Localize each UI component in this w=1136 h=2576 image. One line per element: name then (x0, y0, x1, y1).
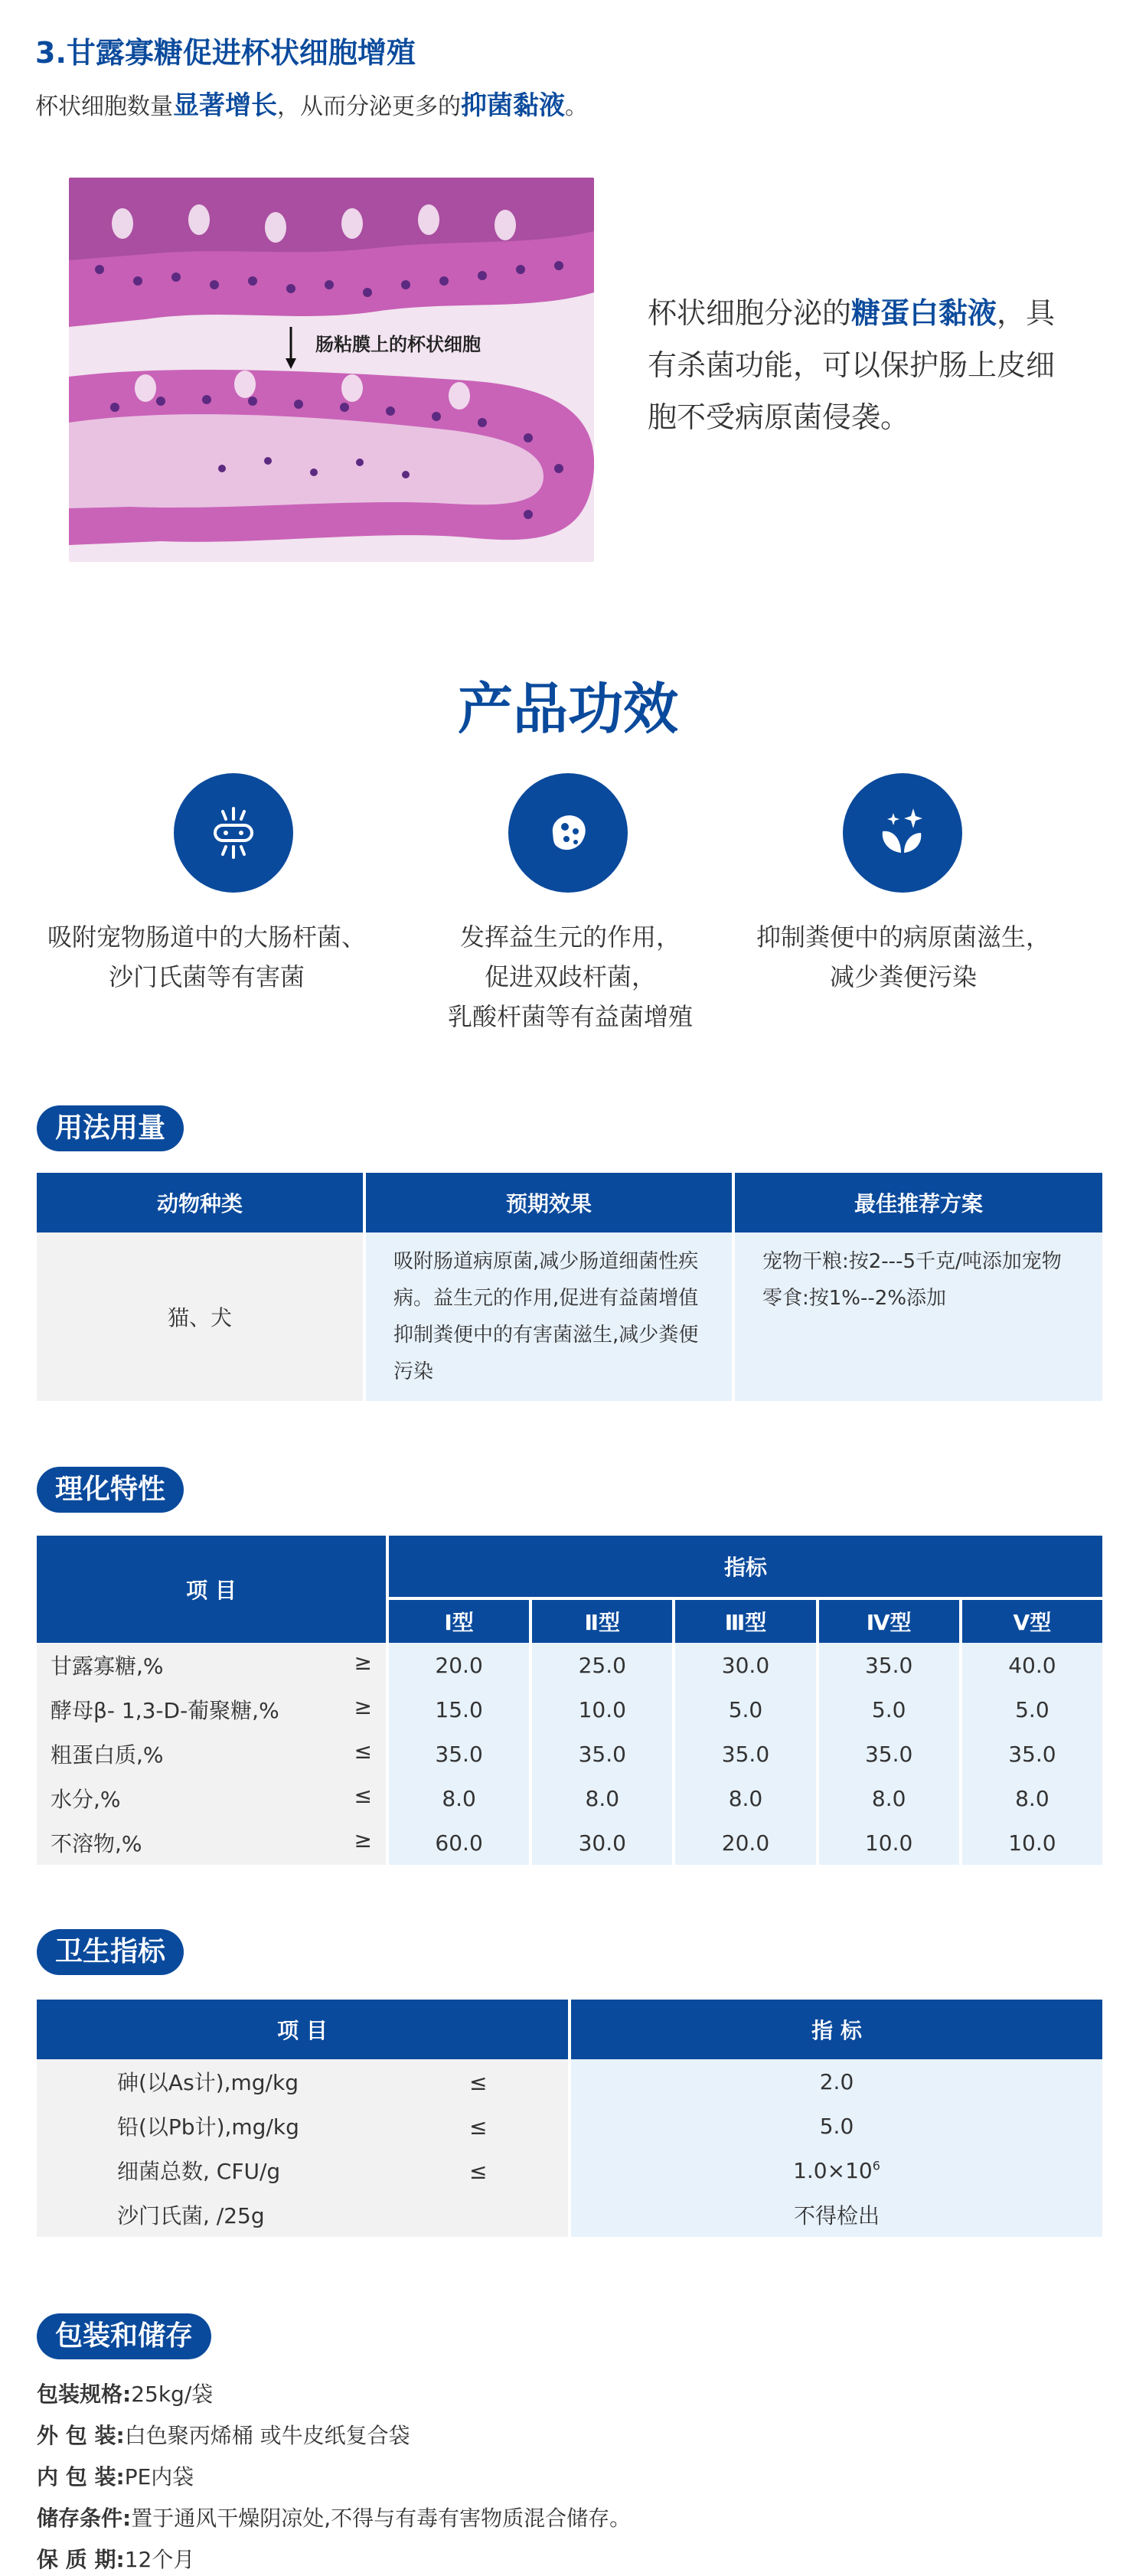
physchem-row-name-cell (37, 1687, 386, 1732)
hygiene-item-name: 细菌总数, CFU/g (117, 2159, 281, 2184)
lead-mid: ，从而分泌更多的 (277, 93, 461, 120)
effect-2-line-2: 促进双歧杆菌， (484, 962, 656, 991)
packaging-row (37, 2502, 631, 2532)
physchem-value: 10.0 (532, 1687, 672, 1732)
hygiene-item-name: 砷(以As计),mg/kg (117, 2070, 299, 2095)
effect-text-3 (735, 917, 1072, 997)
pack-value: 白色聚丙烯桶 或牛皮纸复合袋 (124, 2423, 410, 2448)
hygiene-item-name: 沙门氏菌, /25g (117, 2203, 265, 2228)
hygiene-row (37, 2059, 1102, 2104)
physchem-value: 30.0 (675, 1643, 815, 1687)
usage-tag: 用法用量 (37, 1105, 184, 1151)
physchem-item-sign: ≤ (354, 1783, 372, 1808)
hygiene-row-name-cell (37, 2192, 568, 2237)
physchem-value: 5.0 (675, 1687, 815, 1732)
physchem-value: 30.0 (532, 1820, 672, 1865)
hygiene-value: 不得检出 (793, 2203, 880, 2228)
physchem-value: 8.0 (389, 1776, 529, 1820)
physchem-item-name: 不溶物,% (51, 1831, 142, 1856)
usage-header-plan: 最佳推荐方案 (735, 1173, 1102, 1232)
physchem-value: 35.0 (389, 1732, 529, 1776)
hygiene-item-name: 铅(以Pb计),mg/kg (117, 2114, 299, 2140)
lead-suffix: 。 (565, 93, 588, 120)
pack-value: 12个月 (124, 2547, 195, 2572)
effect-text-2 (413, 917, 727, 1037)
usage-effect: 吸附肠道病原菌,减少肠道细菌性疾病。益生元的作用,促进有益菌增值抑制粪便中的有害菌滋生,减少粪便污染 (366, 1232, 732, 1401)
physchem-row-name-cell (37, 1820, 386, 1865)
hygiene-table (34, 2000, 1105, 2237)
physchem-row-name-cell (37, 1643, 386, 1687)
physchem-value: 8.0 (962, 1776, 1102, 1820)
effect-3-line-1: 抑制粪便中的病原菌滋生， (756, 922, 1050, 952)
physchem-row (37, 1820, 1102, 1865)
section-title: 3.甘露寡糖促进杯状细胞增殖 (35, 36, 416, 70)
hygiene-item-sign: ≤ (469, 2114, 488, 2140)
usage-header-animal: 动物种类 (37, 1173, 363, 1232)
physchem-value: 35.0 (532, 1732, 672, 1776)
hygiene-value: 2.0 (819, 2068, 854, 2094)
effect-2-line-1: 发挥益生元的作用， (459, 922, 681, 952)
hygiene-row (37, 2192, 1102, 2237)
physchem-value: 5.0 (819, 1687, 959, 1732)
desc-emphasis: 糖蛋白黏液 (851, 296, 997, 330)
physchem-value: 8.0 (675, 1776, 815, 1820)
hygiene-row-name-cell (37, 2059, 568, 2104)
physchem-value: 40.0 (962, 1643, 1102, 1687)
physchem-index-header: 指标 (389, 1536, 1102, 1600)
hygiene-index-header: 指 标 (571, 2000, 1102, 2059)
type-2-header: Ⅱ型 (532, 1600, 672, 1643)
pack-label: 储存条件: (37, 2506, 132, 2531)
physchem-value: 35.0 (819, 1643, 959, 1687)
pack-label: 保 质 期: (37, 2547, 125, 2572)
usage-header-effect: 预期效果 (366, 1173, 732, 1232)
pack-value: 25kg/袋 (131, 2382, 214, 2407)
usage-table (34, 1173, 1105, 1401)
physchem-value: 5.0 (962, 1687, 1102, 1732)
physchem-value: 20.0 (389, 1643, 529, 1687)
pack-value: 置于通风干燥阴凉处,不得与有毒有害物质混合储存。 (131, 2506, 632, 2531)
physchem-value: 15.0 (389, 1687, 529, 1732)
hygiene-row (37, 2104, 1102, 2148)
hygiene-item-header: 项 目 (37, 2000, 568, 2059)
physchem-value: 35.0 (962, 1732, 1102, 1776)
physchem-value: 20.0 (675, 1820, 815, 1865)
packaging-row (37, 2419, 410, 2450)
physchem-value: 10.0 (962, 1820, 1102, 1865)
effect-2-line-3: 乳酸杆菌等有益菌增殖 (447, 1002, 693, 1031)
physchem-row-name-cell (37, 1732, 386, 1776)
hygiene-row-name-cell (37, 2104, 568, 2148)
physchem-item-name: 甘露寡糖,% (51, 1654, 164, 1679)
effect-circle-1 (174, 773, 293, 893)
leaf-sparkle-icon (872, 802, 933, 864)
hygiene-value-cell (571, 2192, 1102, 2237)
hygiene-item-sign: ≤ (469, 2159, 488, 2184)
hygiene-value-cell (571, 2104, 1102, 2148)
pack-label: 包装规格: (37, 2382, 132, 2407)
type-5-header: Ⅴ型 (962, 1600, 1102, 1643)
hygiene-value-exponent: 6 (872, 2158, 880, 2173)
usage-plan: 宠物干粮:按2---5千克/吨添加宠物零食:按1%--2%添加 (735, 1232, 1102, 1401)
physchem-value: 25.0 (532, 1643, 672, 1687)
physchem-item-name: 水分,% (51, 1787, 121, 1812)
effect-3-line-2: 减少粪便污染 (829, 962, 977, 991)
desc-prefix: 杯状细胞分泌的 (648, 296, 852, 330)
lead-prefix: 杯状细胞数量 (35, 93, 173, 120)
effects-title: 产品功效 (457, 677, 678, 741)
pack-value: PE内袋 (124, 2464, 194, 2489)
physchem-row (37, 1776, 1102, 1820)
prebiotic-cell-icon (537, 802, 599, 864)
physchem-item-name: 酵母β- 1,3-D-葡聚糖,% (51, 1698, 279, 1723)
physchem-value: 10.0 (819, 1820, 959, 1865)
packaging-tag: 包装和储存 (37, 2313, 211, 2359)
physchem-item-name: 粗蛋白质,% (51, 1742, 164, 1768)
packaging-row (37, 2460, 194, 2491)
pack-label: 内 包 装: (37, 2464, 125, 2489)
hygiene-body (37, 2059, 1102, 2237)
physchem-row-name-cell (37, 1776, 386, 1820)
hygiene-item-sign: ≤ (469, 2070, 488, 2095)
goblet-description (648, 287, 1076, 443)
usage-animal: 猫、犬 (37, 1232, 363, 1401)
physchem-row (37, 1643, 1102, 1687)
physchem-item-header: 项 目 (37, 1536, 386, 1643)
packaging-row (37, 2543, 194, 2574)
type-1-header: Ⅰ型 (389, 1600, 529, 1643)
effect-circle-3 (843, 773, 962, 893)
bacteria-adsorb-icon (203, 802, 264, 864)
physchem-value: 8.0 (819, 1776, 959, 1820)
pack-label: 外 包 装: (37, 2423, 125, 2448)
effect-text-1 (46, 917, 367, 997)
hygiene-value: 5.0 (819, 2113, 854, 2139)
image-label: 肠粘膜上的杯状细胞 (315, 334, 481, 355)
effect-circle-2 (508, 773, 628, 893)
hygiene-tag: 卫生指标 (37, 1929, 184, 1975)
physchem-item-sign: ≥ (354, 1827, 372, 1853)
desc-suffix: ，具有杀菌功能，可以保护肠上皮细胞不受病原菌侵袭。 (648, 296, 1056, 434)
effect-1-line-2: 沙门氏菌等有害菌 (108, 962, 305, 991)
hygiene-row (37, 2148, 1102, 2192)
physchem-value: 60.0 (389, 1820, 529, 1865)
physchem-row (37, 1732, 1102, 1776)
physchem-item-sign: ≥ (354, 1650, 372, 1675)
physchem-item-sign: ≤ (354, 1739, 372, 1764)
physchem-value: 35.0 (819, 1732, 959, 1776)
section-lead (35, 84, 588, 122)
physchem-table (34, 1536, 1105, 1865)
physchem-body (37, 1643, 1102, 1865)
physchem-value: 35.0 (675, 1732, 815, 1776)
microscopy-image (69, 178, 594, 562)
physchem-item-sign: ≥ (354, 1694, 372, 1719)
hygiene-row-name-cell (37, 2148, 568, 2192)
hygiene-value: 1.0×10 (793, 2157, 873, 2183)
packaging-row (37, 2378, 213, 2408)
physchem-value: 8.0 (532, 1776, 672, 1820)
type-3-header: Ⅲ型 (675, 1600, 815, 1643)
lead-emphasis-2: 抑菌黏液 (461, 90, 565, 121)
effect-1-line-1: 吸附宠物肠道中的大肠杆菌、 (47, 922, 366, 952)
physchem-tag: 理化特性 (37, 1467, 184, 1513)
lead-emphasis-1: 显著增长 (173, 90, 277, 121)
physchem-row (37, 1687, 1102, 1732)
hygiene-value-cell (571, 2148, 1102, 2192)
hygiene-value-cell (571, 2059, 1102, 2104)
type-4-header: Ⅳ型 (819, 1600, 959, 1643)
